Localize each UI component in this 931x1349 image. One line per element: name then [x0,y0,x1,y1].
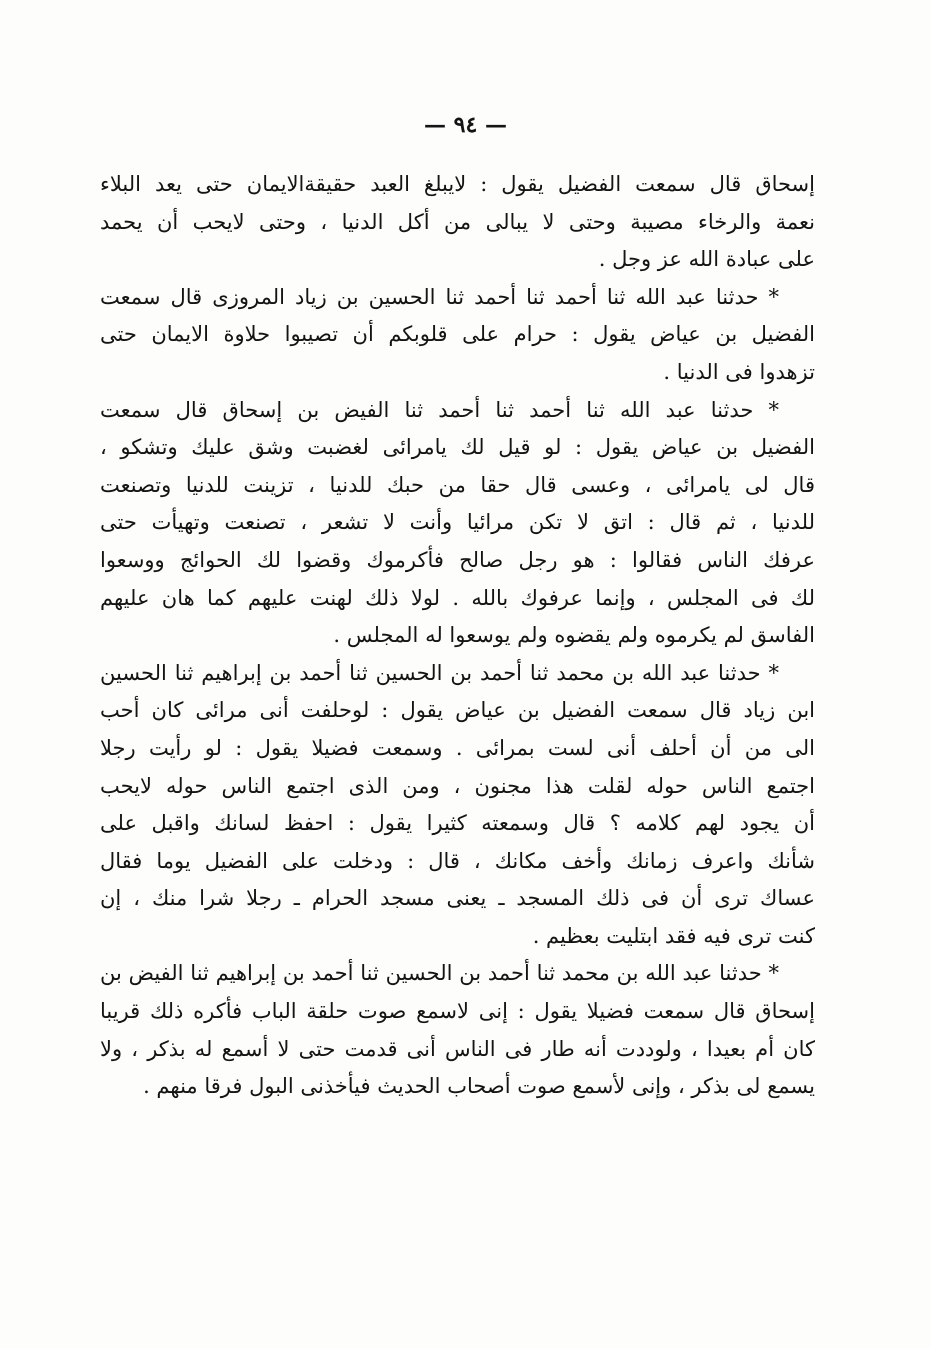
text-line: أن يجود لهم كلامه ؟ قال وسمعته كثيرا يقول : احفظ لسانك واقبل على [100,811,815,836]
text-line: إسحاق قال سمعت فضيلا يقول : إنى لاسمع صوت حلقة الباب فأكره ذلك قريبا [100,999,815,1024]
text-line: الفاسق لم يكرموه ولم يقضوه ولم يوسعوا له المجلس . [333,623,815,648]
text-line: كان أم بعيدا ، ولوددت أنه طار فى الناس أنى قدمت حتى لا أسمع له بذكر ، ولا [100,1036,815,1061]
text-line: * حدثنا عبد الله ثنا أحمد ثنا أحمد ثنا الفيض بن إسحاق قال سمعت [100,397,779,422]
text-line: الى من أن أحلف أنى لست بمرائى . وسمعت فضيلا يقول : لو رأيت رجلا [100,735,815,760]
text-line: الفضيل بن عياض يقول : حرام على قلوبكم أن تصيبوا حلاوة الايمان حتى [100,322,815,347]
text-line: نعمة والرخاء مصيبة وحتى لا يبالى من أكل الدنيا ، وحتى لايحب أن يحمد [100,209,815,234]
text-line: * حدثنا عبد الله ثنا أحمد ثنا أحمد ثنا الحسين بن زياد المروزى قال سمعت [100,284,779,309]
text-line: تزهدوا فى الدنيا . [663,359,815,384]
text-line: الفضيل بن عياض يقول : لو قيل لك يامرائى لغضبت وشق عليك وتشكو ، [100,435,815,460]
text-line: على عبادة الله عز وجل . [598,247,815,272]
text-line: عرفك الناس فقالوا : هو رجل صالح فأكرموك وقضوا لك الحوائج ووسعوا [100,547,815,572]
page-number: — ٩٤ — [424,112,507,138]
text-line: للدنيا ، ثم قال : اتق لا تكن مرائيا وأنت لا تشعر ، تصنعت وتهيأت حتى [100,510,815,535]
text-line: يسمع لى بذكر ، وإنى لأسمع صوت أصحاب الحديث فيأخذنى البول فرقا منهم . [143,1074,815,1099]
text-line: إسحاق قال سمعت الفضيل يقول : لايبلغ العبد حقيقةالايمان حتى يعد البلاء [100,172,815,196]
text-line: قال لى يامرائى ، وعسى قال حقا من حبك للدنيا ، تزينت للدنيا وتصنعت [100,472,815,497]
text-line: شأنك واعرف زمانك وأخف مكانك ، قال : ودخلت على الفضيل يوما فقال [100,848,815,873]
text-line: * حدثنا عبد الله بن محمد ثنا أحمد بن الحسين ثنا أحمد بن إبراهيم ثنا الحسين [100,660,779,685]
text-line: عساك ترى أن فى ذلك المسجد ـ يعنى مسجد الحرام ـ رجلا شرا منك ، إن [100,886,815,911]
text-line: ابن زياد قال سمعت الفضيل بن عياض يقول : لوحلفت أنى مرائى كان أحب [100,698,815,723]
text-body [100,166,815,1106]
text-line: لك فى المجلس ، وإنما عرفوك بالله . لولا ذلك لهنت عليهم كما هان عليهم [100,585,815,610]
text-line: اجتمع الناس حوله لقلت هذا مجنون ، ومن الذى اجتمع الناس حوله لايحب [100,773,815,798]
text-line: كنت ترى فيه فقد ابتليت بعظيم . [532,923,815,948]
text-line: * حدثنا عبد الله بن محمد ثنا أحمد بن الحسين ثنا أحمد بن إبراهيم ثنا الفيض بن [100,961,779,986]
